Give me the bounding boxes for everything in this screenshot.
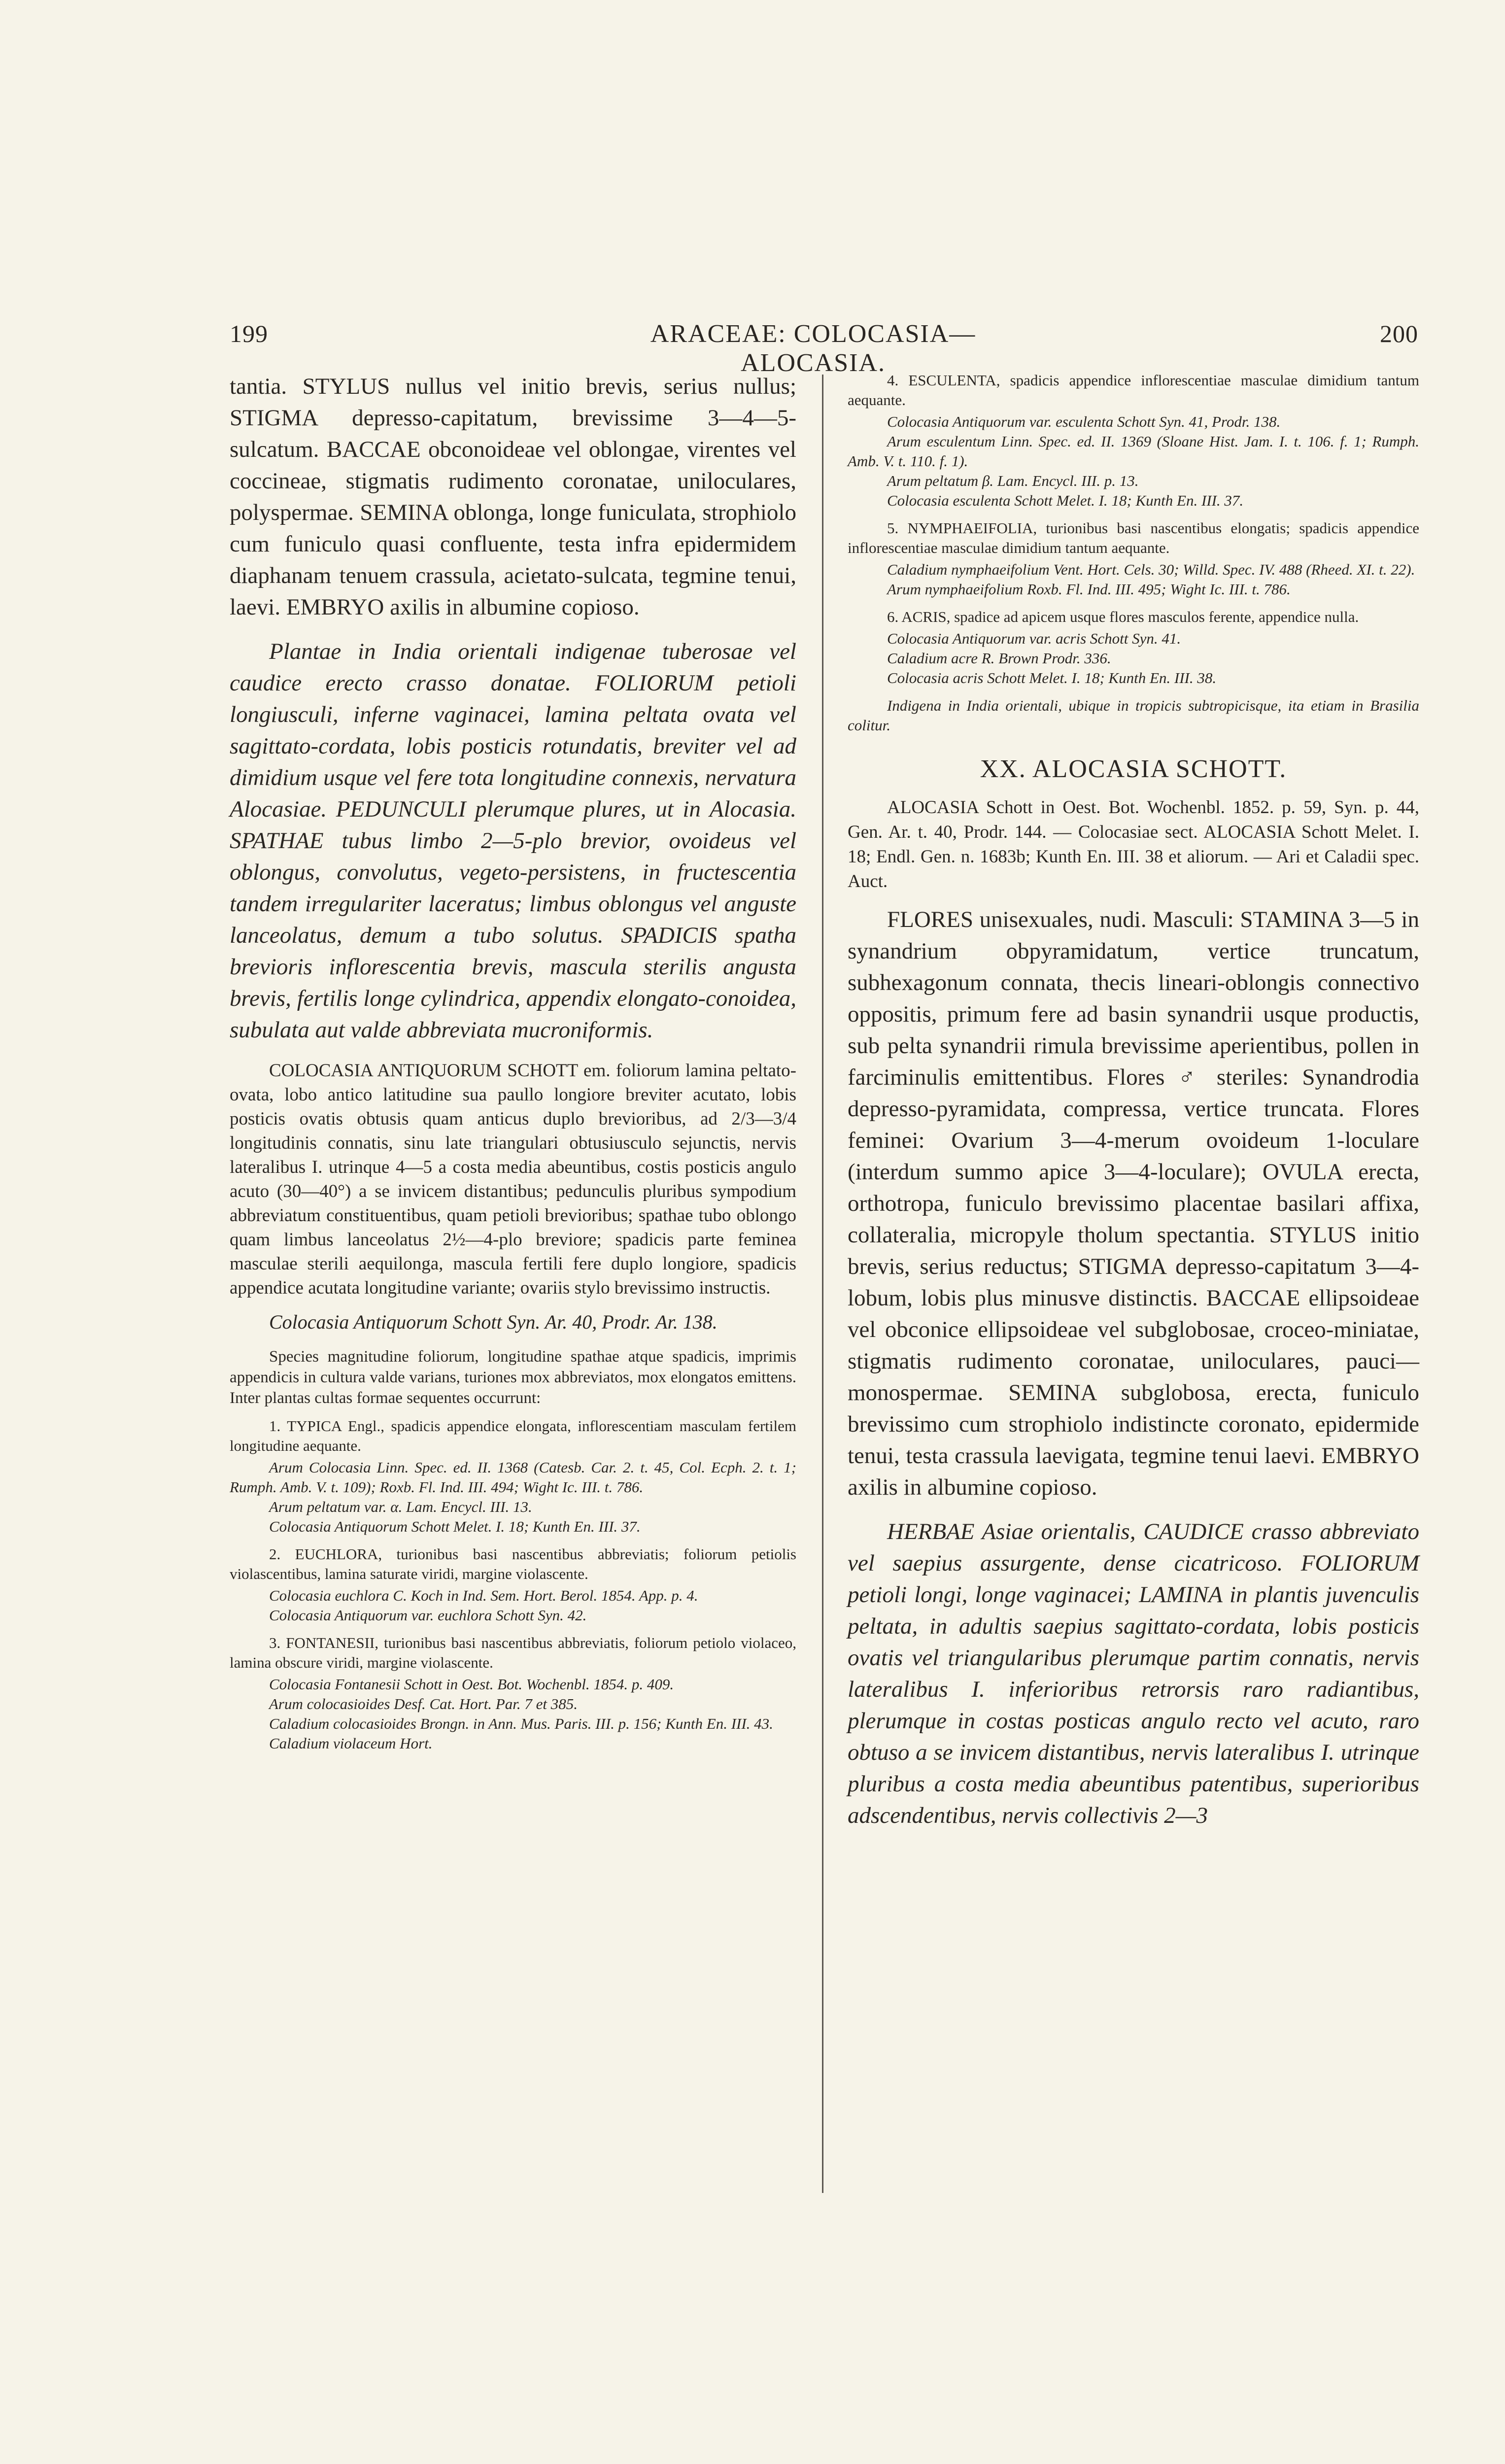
synonym: Caladium violaceum Hort. <box>269 1735 433 1752</box>
genus-heading: XX. ALOCASIA SCHOTT. <box>980 755 1287 783</box>
synonym: Colocasia Antiquorum var. acris Schott Syn. 41. <box>887 630 1181 647</box>
page-number-left: 199 <box>230 320 268 347</box>
synonym: Caladium acre R. Brown Prodr. 336. <box>887 650 1111 667</box>
synonym: Colocasia Antiquorum Schott Melet. I. 18; Kunth En. III. 37. <box>269 1518 641 1535</box>
synonym: Arum nymphaeifolium Roxb. Fl. Ind. III. 495; Wight Ic. III. t. 786. <box>887 581 1291 598</box>
synonym: Arum esculentum Linn. Spec. ed. II. 1369 (Sloane Hist. Jam. I. t. 106. f. 1; Rumph. Amb. V. t. 110. f. 1). <box>848 433 1419 470</box>
variation-note: Species magnitudine foliorum, longitudine spathae atque spadicis, imprimis appendicis in cultura valde varians, turiones mox abbreviatos, mox elongatos emittens. Inter plantas cultas formae sequentes occurrunt: <box>230 1348 796 1407</box>
genus-citation: ALOCASIA Schott in Oest. Bot. Wochenbl. 1852. p. 59, Syn. p. 44, Gen. Ar. t. 40, Prodr. 144. — Colocasiae sect. ALOCASIA Schott Melet. I. 18; Endl. Gen. n. 1683b; Kunth En. III. 38 et aliorum. — Ari et Caladii spec. Auct. <box>848 797 1419 891</box>
synonym: Caladium nymphaeifolium Vent. Hort. Cels. 30; Willd. Spec. IV. 488 (Rheed. XI. t. 22). <box>887 561 1415 578</box>
variety-euchlora: 2. EUCHLORA, turionibus basi nascentibus abbreviatis; foliorum petiolis violascentibus, lamina saturate viridi, margine violascente. <box>230 1545 796 1582</box>
genus-habit-paragraph: HERBAE Asiae orientalis, CAUDICE crasso abbreviato vel saepius assurgente, dense cicatricoso. FOLIORUM petioli longi, longe vaginacei; LAMINA in plantis juvenculis peltata, in adultis saepius sagittato-cordata, lobis posticis ovatis vel triangularibus plerumque partim connatis, nervis lateralibus I. inferioribus retrorsis raro radiantibus, plerumque in costas posticas angulo recto vel acuto, raro obtuso a se invicem distantibus, nervis lateralibus I. utrinque pluribus a costa media abeuntibus patentibus, superioribus adscendentibus, nervis collectivis 2—3 <box>848 1519 1419 1828</box>
synonym: Arum colocasioides Desf. Cat. Hort. Par. 7 et 385. <box>269 1695 578 1712</box>
synonym: Colocasia Antiquorum var. esculenta Schott Syn. 41, Prodr. 138. <box>887 413 1281 430</box>
genus-description-paragraph: FLORES unisexuales, nudi. Masculi: STAMINA 3—5 in synandrium obpyramidatum, vertice truncatum, subhexagonum connata, thecis lineari-oblongis connectivo oppositis, primum fere ad basin synandrii usque productis, sub pelta synandrii rimula brevissime aperientibus, pollen in farciminulis emittentibus. Flores ♂ steriles: Synandrodia depresso-pyramidata, compressa, vertice truncata. Flores feminei: Ovarium 3—4-merum ovoideum 1-loculare (interdum summo apice 3—4-loculare); OVULA erecta, orthotropa, funiculo brevissimo placentae basilari affixa, collateralia, micropyle tholum spectantia. STYLUS initio brevis, serius reductus; STIGMA depresso-capitatum 3—4-lobum, lobis plus minusve distinctis. BACCAE ellipsoideae vel obconice ellipsoideae vel subglobosae, croceo-miniatae, stigmatis rudimento coronatae, uniloculares, pauci—monospermae. SEMINA subglobosa, erecta, funiculo brevissimo cum strophiolo indistincte coronato, epidermide tenui, testa crassula laevigata, tegmine tenui laevi. EMBRYO axilis in albumine copioso. <box>848 907 1419 1500</box>
habit-description-paragraph: Plantae in India orientali indigenae tuberosae vel caudice erecto crasso donatae. FOLIORUM petioli longiusculi, inferne vaginacei, lamina peltata ovata vel sagittato-cordata, lobis posticis rotundatis, breviter vel ad dimidium usque vel fere tota longitudine connexis, nervatura Alocasiae. PEDUNCULI plerumque plures, ut in Alocasia. SPATHAE tubus limbo 2—5-plo brevior, ovoideus vel oblongus, convolutus, vegeto-persistens, in fructescentia tandem irregulariter laceratus; limbus oblongus vel anguste lanceolatus, demum a tubo solutus. SPADICIS spatha brevioris inflorescentia brevis, mascula sterilis angusta brevis, fertilis longe cylindrica, appendix elongato-conoidea, subulata aut valde abbreviata mucroniformis. <box>230 639 796 1043</box>
synonym: Colocasia Antiquorum var. euchlora Schott Syn. 42. <box>269 1607 587 1624</box>
left-column <box>230 371 796 2219</box>
variety-fontanesii: 3. FONTANESII, turionibus basi nascentibus abbreviatis, foliorum petiolo violaceo, lamina obscure viridi, margine violascente. <box>230 1634 796 1671</box>
synonym: Colocasia esculenta Schott Melet. I. 18; Kunth En. III. 37. <box>887 492 1244 509</box>
species-description-paragraph: COLOCASIA ANTIQUORUM SCHOTT em. foliorum lamina peltato-ovata, lobo antico latitudine sua paullo longiore breviter acutato, lobis posticis ovatis obtusis quam anticus duplo brevioribus, ad 2/3—3/4 longitudinis connatis, sinu late triangulari obtusiusculo sejunctis, nervis lateralibus I. utrinque 4—5 a costa media abeuntibus, costis posticis angulo acuto (30—40°) a se invicem distantibus; pedunculis pluribus sympodium abbreviatum constituentibus, quam petioli brevioribus; spathae tubo oblongo quam limbus lanceolatus 2½—4-plo breviore; spadicis parte feminea masculae sterili aequilonga, mascula fertili fere duplo longiore, spadicis appendice acutata longitudine variante; ovariis stylo brevissimo instructis. <box>230 1061 796 1298</box>
column-divider <box>822 375 823 2193</box>
variety-acris: 6. ACRIS, spadice ad apicem usque flores masculos ferente, appendice nulla. <box>887 608 1359 625</box>
synonym: Colocasia euchlora C. Koch in Ind. Sem. Hort. Berol. 1854. App. p. 4. <box>269 1587 698 1604</box>
synonym: Caladium colocasioides Brongn. in Ann. Mus. Paris. III. p. 156; Kunth En. III. 43. <box>269 1715 773 1732</box>
synonym: Arum peltatum β. Lam. Encycl. III. p. 13. <box>887 472 1139 489</box>
distribution-note: Indigena in India orientali, ubique in tropicis subtropicisque, ita etiam in Brasilia colitur. <box>848 697 1419 734</box>
synonym: Arum peltatum var. α. Lam. Encycl. III. 13. <box>269 1498 532 1515</box>
variety-nymphaeifolia: 5. NYMPHAEIFOLIA, turionibus basi nascentibus elongatis; spadicis appendice inflorescentiae masculae dimidium tantum aequante. <box>848 519 1419 556</box>
right-column <box>848 371 1419 2219</box>
synonym: Arum Colocasia Linn. Spec. ed. II. 1368 (Catesb. Car. 2. t. 45, Col. Ecph. 2. t. 1; Rumph. Amb. V. t. 109); Roxb. Fl. Ind. III. 494; Wight Ic. III. t. 786. <box>230 1459 796 1496</box>
synonym: Colocasia acris Schott Melet. I. 18; Kunth En. III. 38. <box>887 669 1217 686</box>
variety-esculenta: 4. ESCULENTA, spadicis appendice inflorescentiae masculae dimidium tantum aequante. <box>848 372 1419 409</box>
synonym: Colocasia Fontanesii Schott in Oest. Bot. Wochenbl. 1854. p. 409. <box>269 1676 674 1693</box>
running-head: ARACEAE: COLOCASIA—ALOCASIA. <box>650 320 976 377</box>
variety-typica: 1. TYPICA Engl., spadicis appendice elongata, inflorescentiam masculam fertilem longitudine aequante. <box>230 1417 796 1454</box>
species-citation: Colocasia Antiquorum Schott Syn. Ar. 40, Prodr. Ar. 138. <box>269 1311 718 1333</box>
seed-description-paragraph: tantia. STYLUS nullus vel initio brevis, serius nullus; STIGMA depresso-capitatum, brevissime 3—4—5-sulcatum. BACCAE obconoideae vel oblongae, virentes vel coccineae, stigmatis rudimento coronatae, uniloculares, polyspermae. SEMINA oblonga, longe funiculata, strophiolo cum funiculo quasi confluente, testa infra epidermidem diaphanam tenuem crassula, acietato-sulcata, tegmine tenui, laevi. EMBRYO axilis in albumine copioso. <box>230 374 796 620</box>
page-number-right: 200 <box>1380 320 1418 347</box>
